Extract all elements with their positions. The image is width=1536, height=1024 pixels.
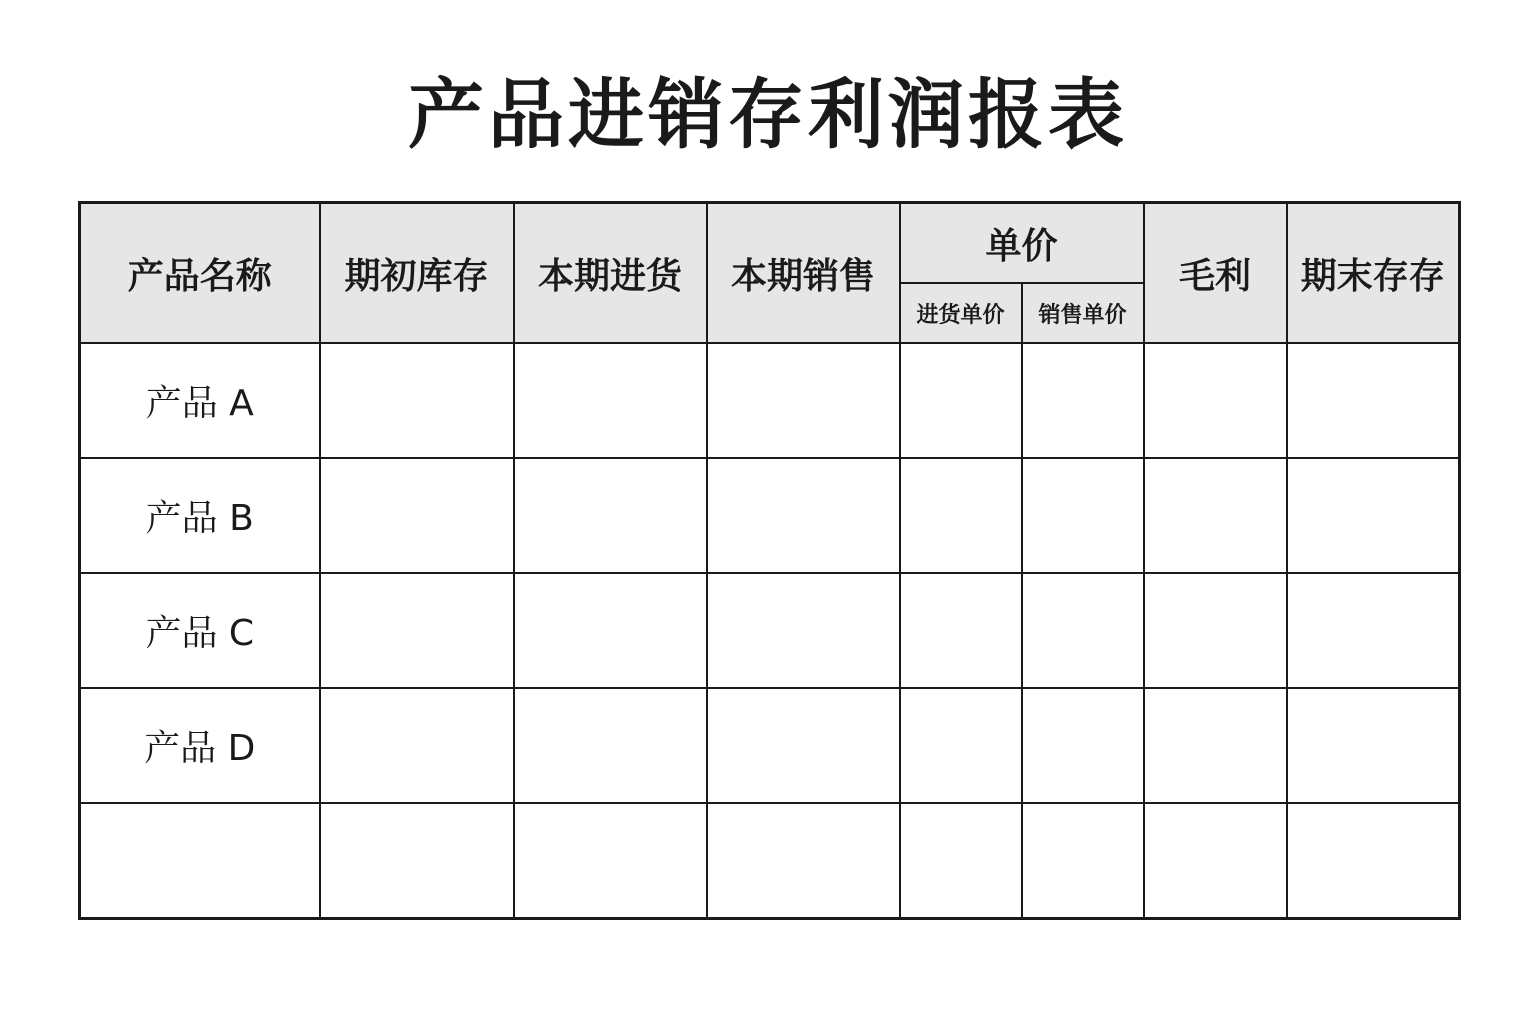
header-closing-stock: 期末存存	[1287, 203, 1460, 344]
cell-gross-profit[interactable]	[1144, 458, 1287, 573]
cell-product-name[interactable]	[80, 803, 320, 919]
cell-gross-profit[interactable]	[1144, 803, 1287, 919]
cell-current-purchase[interactable]	[514, 458, 707, 573]
cell-gross-profit[interactable]	[1144, 573, 1287, 688]
header-sales-unit-price: 销售单价	[1022, 283, 1144, 343]
header-current-purchase: 本期进货	[514, 203, 707, 344]
inventory-profit-table	[78, 201, 1461, 920]
header-row	[80, 203, 1460, 284]
table-row	[80, 573, 1460, 688]
cell-current-purchase[interactable]	[514, 343, 707, 458]
cell-product-name[interactable]: 产品 A	[80, 343, 320, 458]
page-title: 产品进销存利润报表	[408, 70, 1128, 159]
cell-current-purchase[interactable]	[514, 688, 707, 803]
cell-closing-stock[interactable]	[1287, 458, 1460, 573]
cell-current-purchase[interactable]	[514, 573, 707, 688]
cell-gross-profit[interactable]	[1144, 343, 1287, 458]
header-gross-profit: 毛利	[1144, 203, 1287, 344]
cell-current-purchase[interactable]	[514, 803, 707, 919]
header-unit-price: 单价	[900, 203, 1144, 284]
cell-closing-stock[interactable]	[1287, 573, 1460, 688]
cell-opening-stock[interactable]	[320, 688, 514, 803]
cell-sales-unit-price[interactable]	[1022, 458, 1144, 573]
cell-purchase-unit-price[interactable]	[900, 573, 1022, 688]
cell-purchase-unit-price[interactable]	[900, 688, 1022, 803]
cell-purchase-unit-price[interactable]	[900, 458, 1022, 573]
cell-opening-stock[interactable]	[320, 343, 514, 458]
table-row	[80, 803, 1460, 919]
cell-opening-stock[interactable]	[320, 458, 514, 573]
cell-sales-unit-price[interactable]	[1022, 688, 1144, 803]
cell-current-sales[interactable]	[707, 803, 900, 919]
cell-product-name[interactable]: 产品 C	[80, 573, 320, 688]
cell-current-sales[interactable]	[707, 573, 900, 688]
cell-closing-stock[interactable]	[1287, 343, 1460, 458]
header-purchase-unit-price: 进货单价	[900, 283, 1022, 343]
header-opening-stock: 期初库存	[320, 203, 514, 344]
cell-opening-stock[interactable]	[320, 803, 514, 919]
header-current-sales: 本期销售	[707, 203, 900, 344]
cell-purchase-unit-price[interactable]	[900, 343, 1022, 458]
cell-purchase-unit-price[interactable]	[900, 803, 1022, 919]
cell-sales-unit-price[interactable]	[1022, 803, 1144, 919]
table-row	[80, 458, 1460, 573]
cell-gross-profit[interactable]	[1144, 688, 1287, 803]
cell-product-name[interactable]: 产品 B	[80, 458, 320, 573]
cell-closing-stock[interactable]	[1287, 803, 1460, 919]
cell-product-name[interactable]: 产品 D	[80, 688, 320, 803]
cell-sales-unit-price[interactable]	[1022, 573, 1144, 688]
cell-current-sales[interactable]	[707, 458, 900, 573]
table-row	[80, 688, 1460, 803]
cell-current-sales[interactable]	[707, 343, 900, 458]
header-product-name: 产品名称	[80, 203, 320, 344]
cell-opening-stock[interactable]	[320, 573, 514, 688]
table-row	[80, 343, 1460, 458]
cell-current-sales[interactable]	[707, 688, 900, 803]
cell-sales-unit-price[interactable]	[1022, 343, 1144, 458]
cell-closing-stock[interactable]	[1287, 688, 1460, 803]
